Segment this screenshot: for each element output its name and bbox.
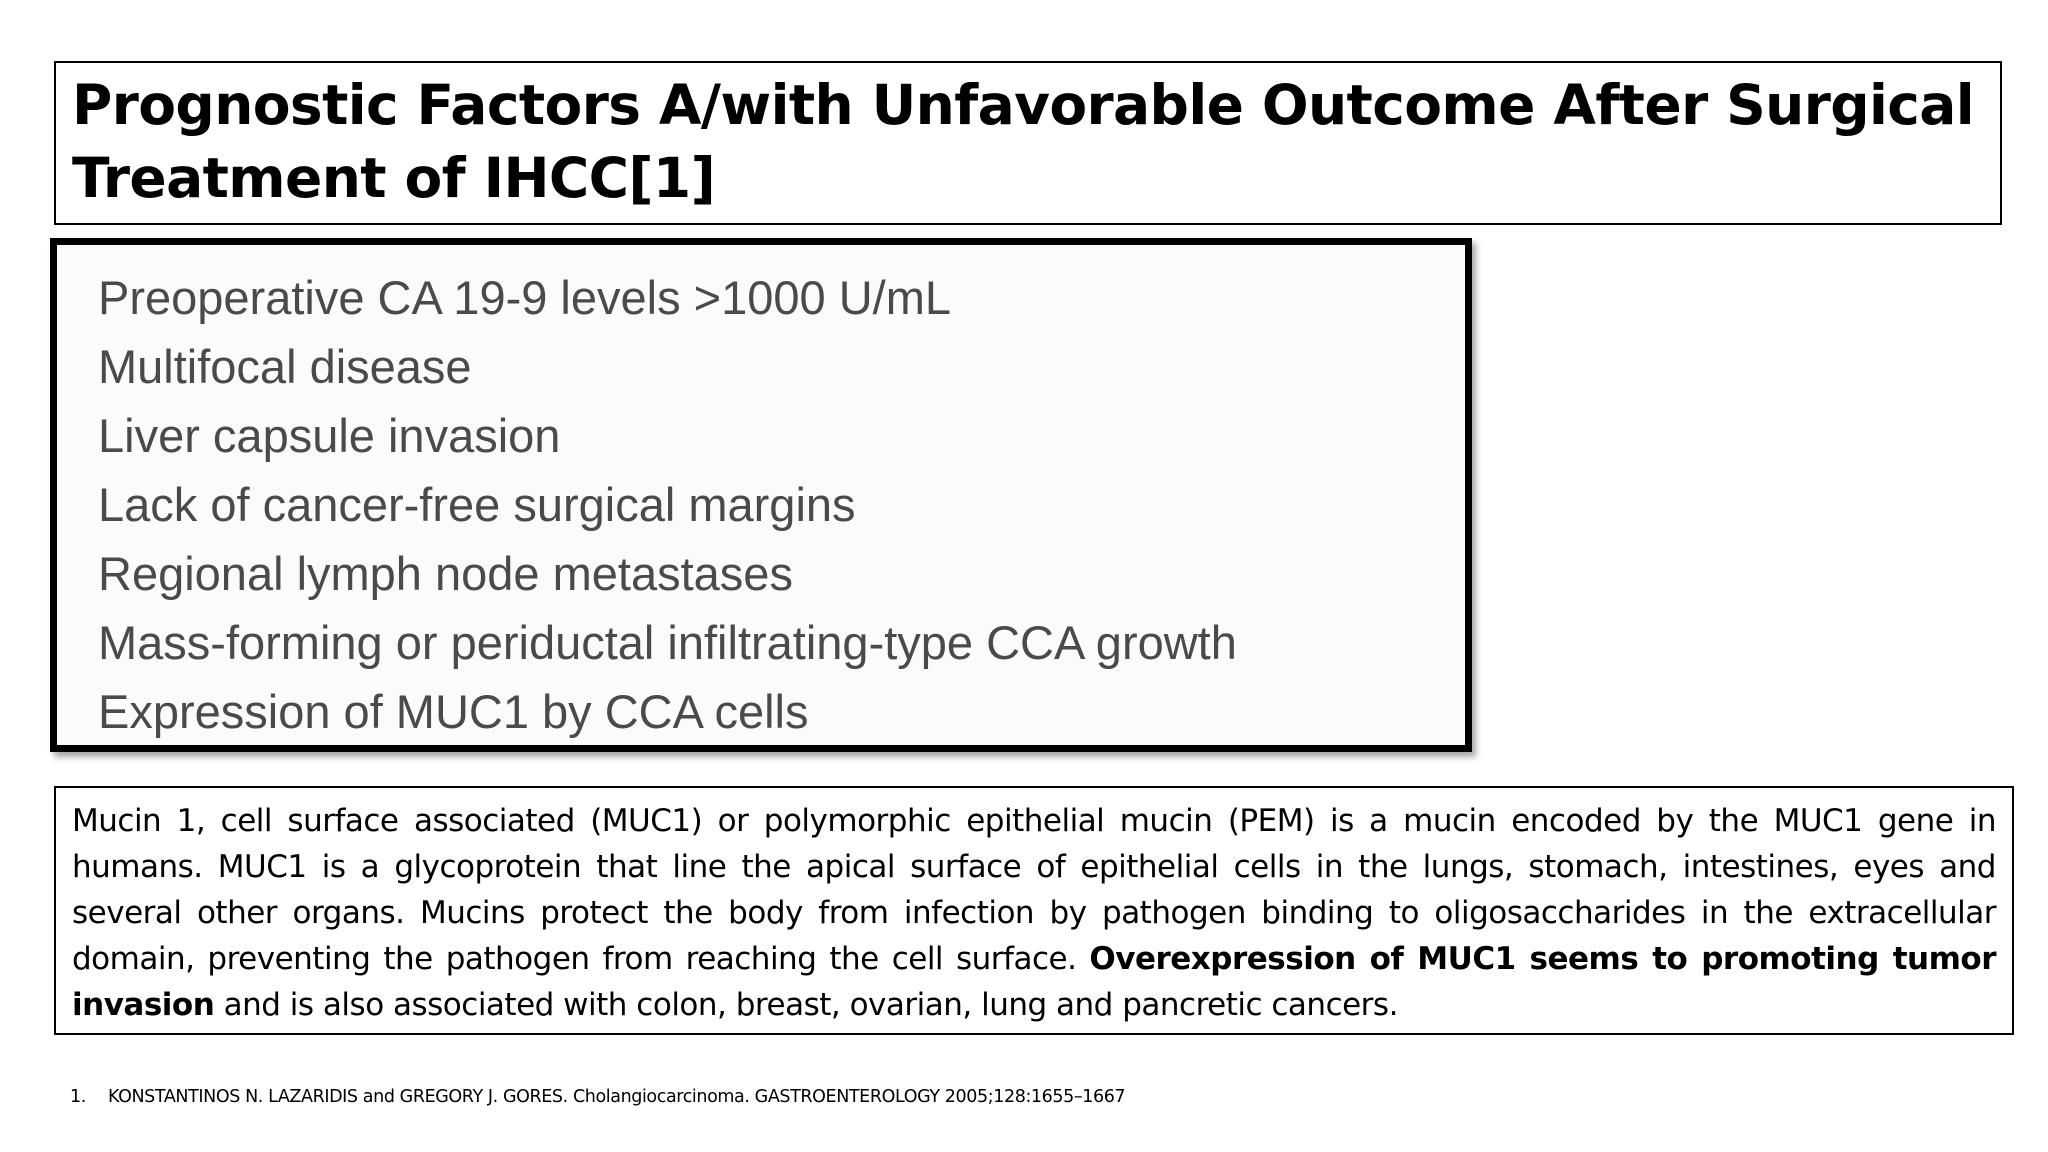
prognostic-factors-image xyxy=(50,238,1472,752)
description-paragraph xyxy=(72,798,1996,1028)
description-box xyxy=(54,786,2014,1035)
reference-number: 1. xyxy=(70,1087,86,1107)
factor-item: Regional lymph node metastases xyxy=(98,547,793,600)
factor-item: Preoperative CA 19-9 levels >1000 U/mL xyxy=(98,271,951,324)
description-emphasis: Overexpression of MUC1 seems to promoting tumor invasion xyxy=(72,941,1996,1023)
reference-text: KONSTANTINOS N. LAZARIDIS and GREGORY J. GORES. Cholangiocarcinoma. GASTROENTEROLOGY 2005;128:1655–1667 xyxy=(108,1087,1126,1107)
slide-title: Prognostic Factors A/with Unfavorable Outcome After Surgical Treatment of IHCC[1] xyxy=(72,73,1975,210)
factor-item: Liver capsule invasion xyxy=(98,409,561,462)
factor-item: Expression of MUC1 by CCA cells xyxy=(98,685,809,738)
factor-item: Lack of cancer-free surgical margins xyxy=(98,478,856,531)
description-text: Mucin 1, cell surface associated (MUC1) or polymorphic epithelial mucin (PEM) is a mucin encoded by the MUC1 gene in humans. MUC1 is a glycoprotein that line the apical surface of epithelial cells in the lungs, stomach, intestines, eyes and several other organs. Mucins protect the body from infection by pathogen binding to oligosaccharides in the extracellular domain, preventing the pathogen from reaching the cell surface. xyxy=(72,803,1996,977)
prognostic-factors-list xyxy=(98,263,1465,746)
description-text-end: and is also associated with colon, breast, ovarian, lung and pancretic cancers. xyxy=(214,987,1398,1023)
factor-item: Mass-forming or periductal infiltrating-type CCA growth xyxy=(98,616,1237,669)
title-box xyxy=(54,61,2002,225)
reference-footnote xyxy=(70,1085,1125,1109)
factor-item: Multifocal disease xyxy=(98,340,472,393)
